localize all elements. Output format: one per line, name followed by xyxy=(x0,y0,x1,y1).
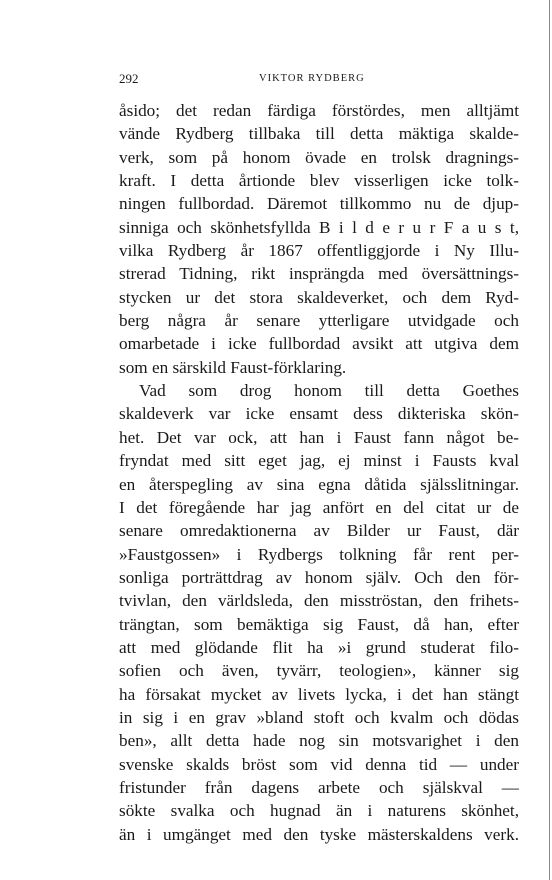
text-line: strerad Tidning, rikt insprängda med översättnings- xyxy=(119,264,519,284)
text-line: sofien och även, tyvärr, teologien», känner sig xyxy=(119,661,519,681)
text-line: sökte svalka och hugnad än i naturens skönhet, xyxy=(119,801,519,821)
text-line: fristunder från dagens arbete och själskval — xyxy=(119,777,519,797)
text-line: ningen fullbordad. Däremot tillkommo nu de djup- xyxy=(119,194,519,214)
text-line: in sig i en grav »bland stoft och kvalm och dödas xyxy=(119,707,519,727)
text-line: en återspegling av sina egna dåtida själsslitningar. xyxy=(119,474,519,494)
page-number: 292 xyxy=(119,71,139,86)
text-line: som en särskild Faust-förklaring. xyxy=(119,357,347,377)
text-line: ha försakat mycket av livets lycka, i det han stängt xyxy=(119,684,519,704)
text-line: vilka Rydberg år 1867 offentliggjorde i Ny Illu- xyxy=(119,241,519,261)
text-line: senare omredaktionerna av Bilder ur Faust, där xyxy=(119,521,519,541)
text-line: att med glödande flit ha »i grund studerat filo- xyxy=(119,637,519,657)
text-line: berg några år senare ytterligare utvidgade och xyxy=(119,311,519,331)
text-line: ben», allt detta hade nog sin motsvarighet i den xyxy=(119,731,519,751)
text-line: fryndat med sitt eget jag, ej minst i Fausts kval xyxy=(119,451,519,471)
text-line: vände Rydberg tillbaka till detta mäktiga skalde- xyxy=(119,124,519,144)
text-line: sinniga och skönhetsfyllda B i l d e r u r F a u s t, xyxy=(119,217,519,237)
text-line: åsido; det redan färdiga förstördes, men alltjämt xyxy=(119,101,519,120)
text-line: verk, som på honom övade en trolsk dragnings- xyxy=(119,147,519,167)
text-line: omarbetade i icke fullbordad avsikt att utgiva dem xyxy=(119,334,519,354)
text-line: stycken ur det stora skaldeverket, och dem Ryd- xyxy=(119,287,519,307)
text-line: kraft. I detta årtionde blev visserligen icke tolk- xyxy=(119,171,519,191)
running-title: VIKTOR RYDBERG xyxy=(259,73,365,84)
text-line: svenske skalds bröst som vid denna tid — under xyxy=(119,754,519,774)
text-line: skaldeverk var icke ensamt dess dikteriska skön- xyxy=(119,404,519,424)
body-text xyxy=(119,99,519,846)
text-line: än i umgänget med den tyske mästerskaldens verk. xyxy=(119,824,519,844)
running-header xyxy=(119,71,519,87)
text-line: tvivlan, den världsleda, den misströstan, den frihets- xyxy=(119,591,519,611)
text-line: Vad som drog honom till detta Goethes xyxy=(139,381,519,401)
text-line: »Faustgossen» i Rydbergs tolkning får rent per- xyxy=(119,544,519,564)
page-edge-rule xyxy=(549,0,550,880)
text-line: I det föregående har jag anfört en del citat ur de xyxy=(119,497,519,517)
text-line: trängtan, som bemäktiga sig Faust, då han, efter xyxy=(119,614,519,634)
text-line: het. Det var ock, att han i Faust fann något be- xyxy=(119,427,519,447)
text-line: sonliga porträttdrag av honom själv. Och den för- xyxy=(119,567,519,587)
